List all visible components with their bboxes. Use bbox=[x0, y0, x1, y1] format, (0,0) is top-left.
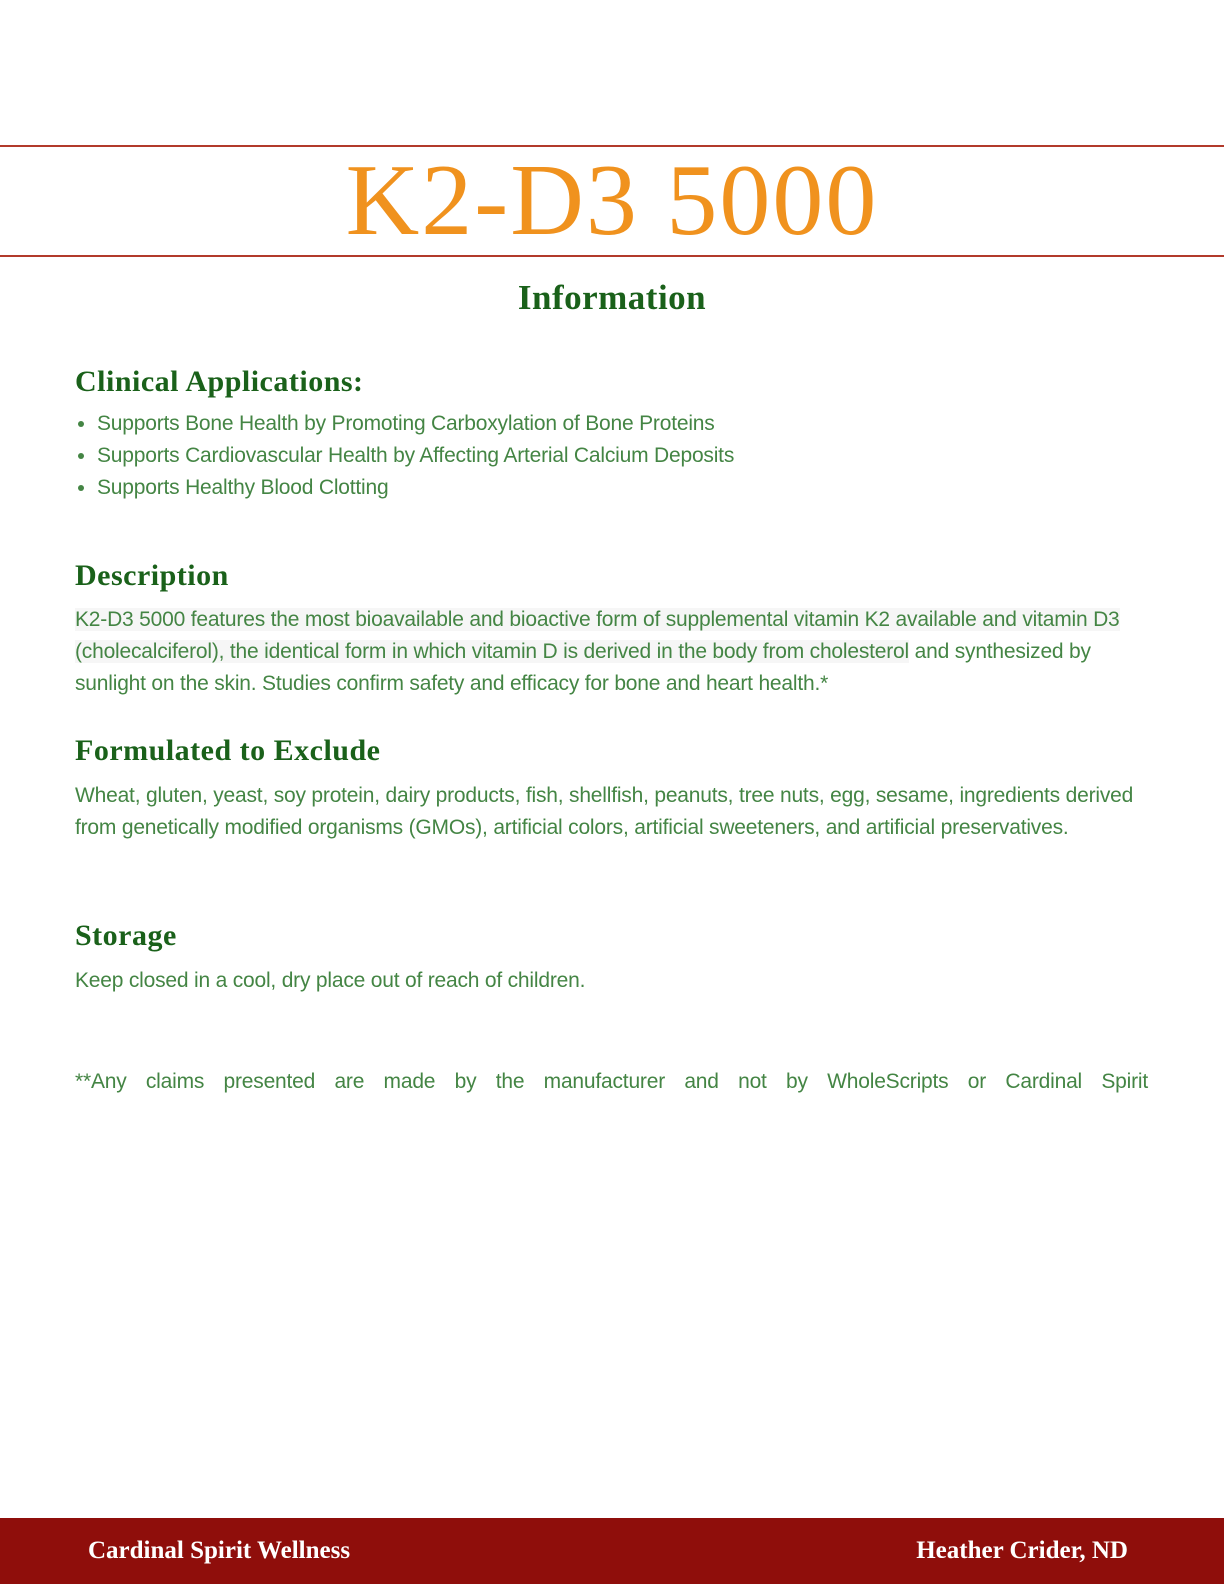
footer-company-name: Cardinal Spirit Wellness bbox=[88, 1537, 351, 1564]
page-title: K2-D3 5000 bbox=[345, 144, 879, 257]
storage-paragraph: Keep closed in a cool, dry place out of reach of children. bbox=[75, 969, 586, 992]
formulated-to-exclude-heading: Formulated to Exclude bbox=[75, 734, 381, 767]
information-heading: Information bbox=[517, 278, 707, 317]
highlighted-text: K2-D3 5000 features the most bioavailable and bioactive form of supplemental vitamin K2 available and vitamin D3 (cholecalciferol), the identical form in which vitamin D is derived in the body from cholesterol bbox=[75, 608, 1120, 663]
list-item: • Supports Cardiovascular Health by Affecting Arterial Calcium Deposits bbox=[97, 440, 1148, 472]
title-band bbox=[0, 145, 1224, 257]
formulated-to-exclude-paragraph: Wheat, gluten, yeast, soy protein, dairy products, fish, shellfish, peanuts, tree nuts, egg, sesame, ingredients derived from genetically modified organisms (GMOs), artificial colors, artificial sweeteners, and artificial preservatives. bbox=[75, 784, 1134, 839]
list-item: • Supports Bone Health by Promoting Carboxylation of Bone Proteins bbox=[97, 408, 1148, 440]
footer-bar bbox=[0, 1518, 1224, 1584]
description-rest-text: and synthesized by sunlight on the skin. Studies confirm safety and efficacy for bone and heart health.* bbox=[75, 640, 1091, 695]
manufacturer-disclaimer: **Any claims presented are made by the manufacturer and not by WholeScripts or Cardinal Spirit bbox=[75, 1070, 1148, 1093]
description-heading: Description bbox=[75, 559, 229, 592]
storage-heading: Storage bbox=[75, 919, 177, 952]
clinical-applications-list bbox=[75, 408, 1148, 504]
list-item: • Supports Healthy Blood Clotting bbox=[97, 472, 1148, 504]
description-paragraph bbox=[75, 604, 1148, 700]
footer-practitioner-name: Heather Crider, ND bbox=[916, 1537, 1128, 1564]
clinical-applications-heading: Clinical Applications: bbox=[75, 365, 364, 398]
